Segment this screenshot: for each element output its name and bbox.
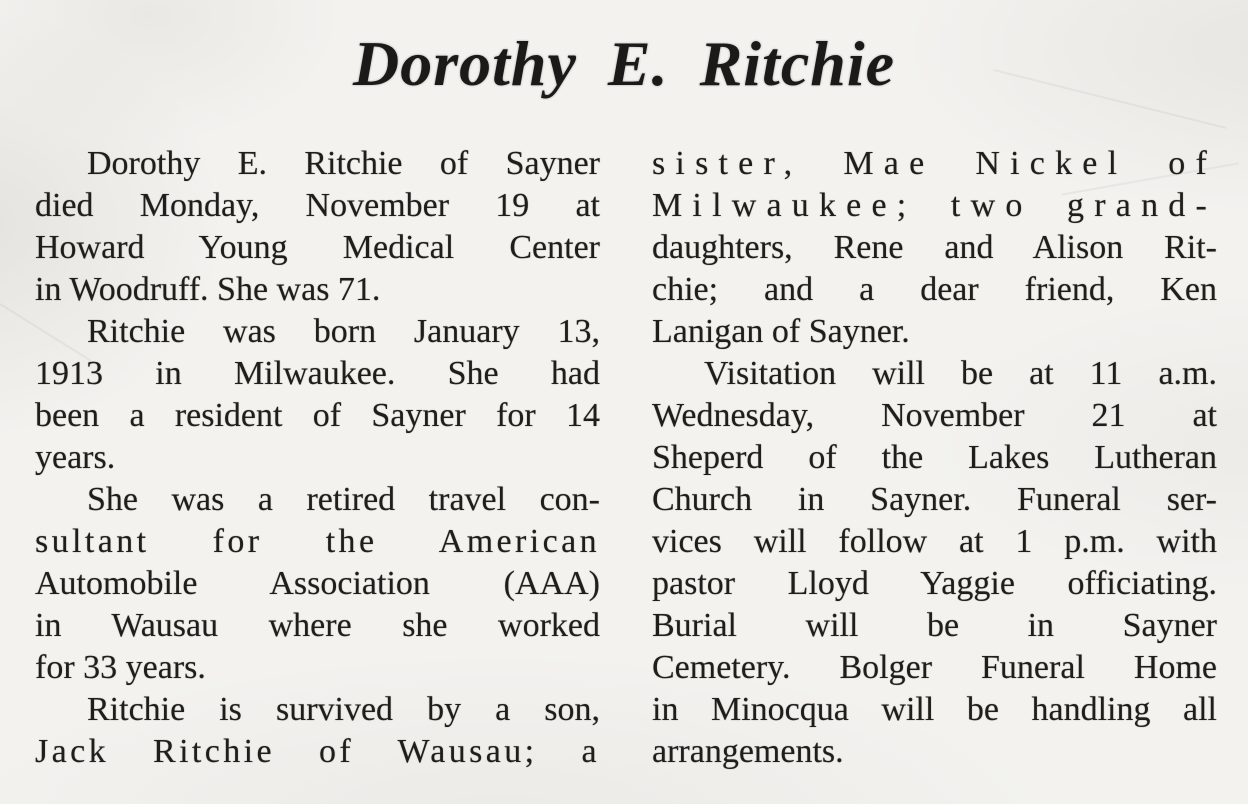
left-line-13: for 33 years. bbox=[35, 648, 206, 686]
left-line-14: Ritchie is survived by a son, bbox=[87, 690, 600, 728]
left-line-8: years. bbox=[35, 438, 116, 476]
right-line-15: arrangements. bbox=[652, 732, 844, 770]
left-line-10: sultant for the American bbox=[35, 522, 600, 560]
left-line-7: been a resident of Sayner for 14 bbox=[35, 396, 600, 434]
right-line-8: Sheperd of the Lakes Lutheran bbox=[652, 438, 1217, 476]
right-line-5: Lanigan of Sayner. bbox=[652, 312, 910, 350]
right-line-11: pastor Lloyd Yaggie officiating. bbox=[652, 564, 1217, 602]
left-line-12: in Wausau where she worked bbox=[35, 606, 600, 644]
left-line-9: She was a retired travel con- bbox=[87, 480, 600, 518]
left-line-11: Automobile Association (AAA) bbox=[35, 564, 600, 602]
left-line-1: Dorothy E. Ritchie of Sayner bbox=[87, 144, 600, 182]
obituary-clipping bbox=[0, 28, 1248, 804]
left-line-3: Howard Young Medical Center bbox=[35, 228, 600, 266]
right-line-6: Visitation will be at 11 a.m. bbox=[704, 354, 1217, 392]
right-line-2: Milwaukee; two grand- bbox=[652, 186, 1217, 224]
right-line-12: Burial will be in Sayner bbox=[652, 606, 1217, 644]
obituary-title: Dorothy E. Ritchie bbox=[352, 28, 896, 99]
right-line-9: Church in Sayner. Funeral ser- bbox=[652, 480, 1217, 518]
left-line-5: Ritchie was born January 13, bbox=[87, 312, 600, 350]
right-line-3: daughters, Rene and Alison Rit- bbox=[652, 228, 1217, 266]
right-line-13: Cemetery. Bolger Funeral Home bbox=[652, 648, 1217, 686]
left-column bbox=[35, 143, 600, 773]
left-line-15: Jack Ritchie of Wausau; a bbox=[35, 732, 600, 770]
right-line-14: in Minocqua will be handling all bbox=[652, 690, 1217, 728]
right-line-10: vices will follow at 1 p.m. with bbox=[652, 522, 1217, 560]
left-line-4: in Woodruff. She was 71. bbox=[35, 270, 381, 308]
left-line-2: died Monday, November 19 at bbox=[35, 186, 600, 224]
left-line-6: 1913 in Milwaukee. She had bbox=[35, 354, 600, 392]
right-line-7: Wednesday, November 21 at bbox=[652, 396, 1217, 434]
right-line-4: chie; and a dear friend, Ken bbox=[652, 270, 1217, 308]
right-line-1: sister, Mae Nickel of bbox=[652, 144, 1217, 182]
right-column bbox=[652, 143, 1217, 773]
article-body bbox=[35, 143, 1217, 773]
